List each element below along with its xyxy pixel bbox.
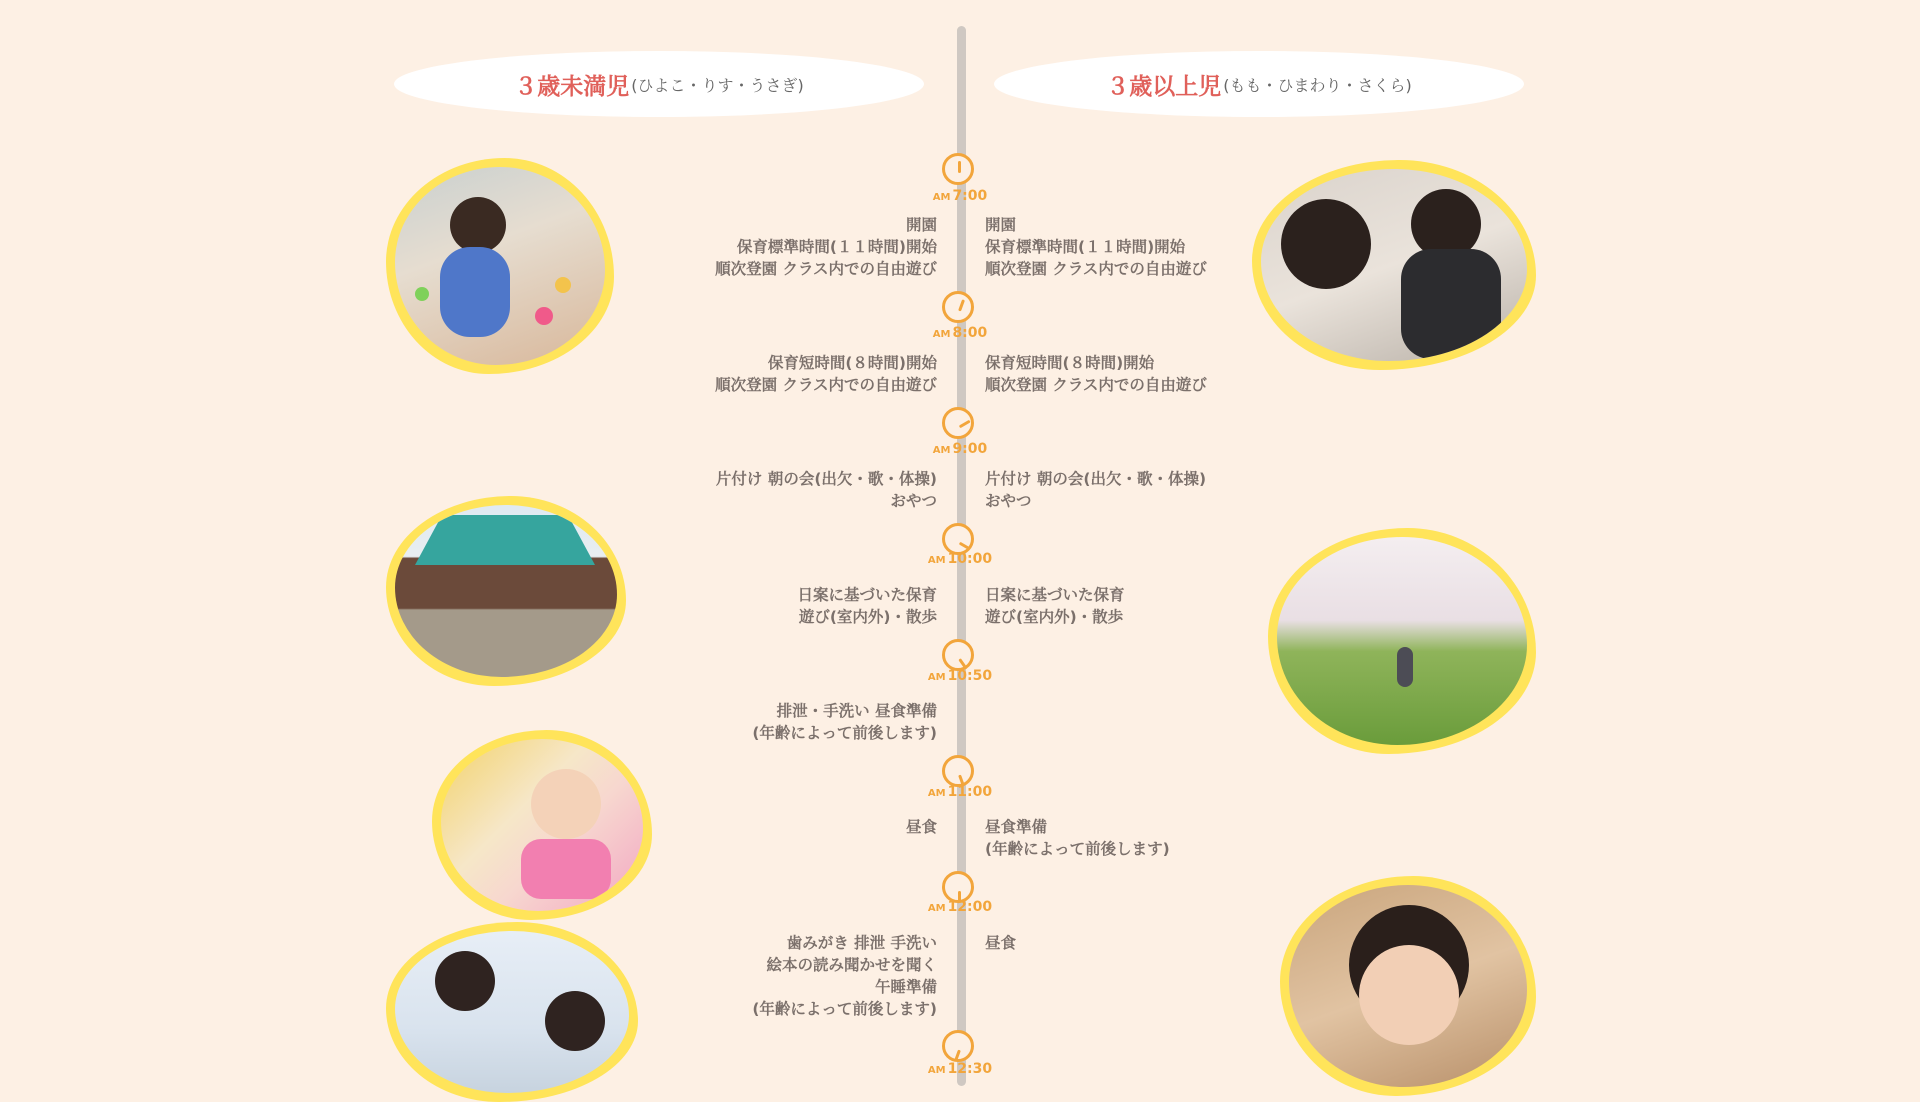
photo-boys-playing-floor <box>1252 160 1536 370</box>
time-label: AM 10:50 <box>927 668 993 684</box>
time-label: AM 9:00 <box>932 441 988 457</box>
time-label: AM 10:00 <box>927 551 993 567</box>
schedule-under3-1000: 日案に基づいた保育 遊び(室内外)・散歩 <box>797 586 937 626</box>
time-label: AM 8:00 <box>932 325 988 341</box>
schedule-over3-1000: 日案に基づいた保育 遊び(室内外)・散歩 <box>985 586 1125 626</box>
photo-teacher-toothbrushing <box>386 922 638 1102</box>
photo-boy-toothbrushing <box>1280 876 1536 1096</box>
photo-baby-feeding <box>432 730 652 920</box>
clock-icon <box>942 639 974 671</box>
clock-icon <box>942 1030 974 1062</box>
time-label: AM 11:00 <box>927 784 993 800</box>
schedule-over3-1100: 昼食準備 (年齢によって前後します) <box>985 818 1170 858</box>
header-over-3-classes: (もも・ひまわり・さくら) <box>1223 75 1412 95</box>
schedule-over3-0900: 片付け 朝の会(出欠・歌・体操) おやつ <box>985 470 1207 510</box>
clock-icon <box>942 153 974 185</box>
time-label: AM 12:00 <box>927 899 993 915</box>
schedule-under3-1200: 歯みがき 排泄 手洗い 絵本の読み聞かせを聞く 午睡準備 (年齢によって前後します) <box>752 934 937 1018</box>
header-under-3 <box>396 53 922 115</box>
schedule-over3-1200: 昼食 <box>985 934 1017 952</box>
header-under-3-classes: (ひよこ・りす・うさぎ) <box>631 75 804 95</box>
time-label: AM 12:30 <box>927 1061 993 1077</box>
clock-icon <box>942 291 974 323</box>
schedule-over3-0800: 保育短時間(８時間)開始 順次登園 クラス内での自由遊び <box>985 354 1207 394</box>
header-over-3-title: ３歳以上児 <box>1106 73 1222 100</box>
clock-icon <box>942 407 974 439</box>
schedule-under3-1050: 排泄・手洗い 昼食準備 (年齢によって前後します) <box>752 702 937 742</box>
time-label: AM 7:00 <box>932 188 988 204</box>
schedule-over3-0700: 開園 保育標準時間(１１時間)開始 順次登園 クラス内での自由遊び <box>985 216 1207 278</box>
schedule-under3-0900: 片付け 朝の会(出欠・歌・体操) おやつ <box>715 470 937 510</box>
schedule-under3-0800: 保育短時間(８時間)開始 順次登園 クラス内での自由遊び <box>715 354 937 394</box>
clock-icon <box>942 755 974 787</box>
schedule-under3-1100: 昼食 <box>905 818 937 836</box>
header-under-3-title: ３歳未満児 <box>514 73 630 100</box>
photo-child-playing-balls <box>386 158 614 374</box>
header-over-3 <box>996 53 1522 115</box>
photo-temple-playground <box>386 496 626 686</box>
photo-cherry-blossom-park <box>1268 528 1536 754</box>
schedule-under3-0700: 開園 保育標準時間(１１時間)開始 順次登園 クラス内での自由遊び <box>715 216 937 278</box>
